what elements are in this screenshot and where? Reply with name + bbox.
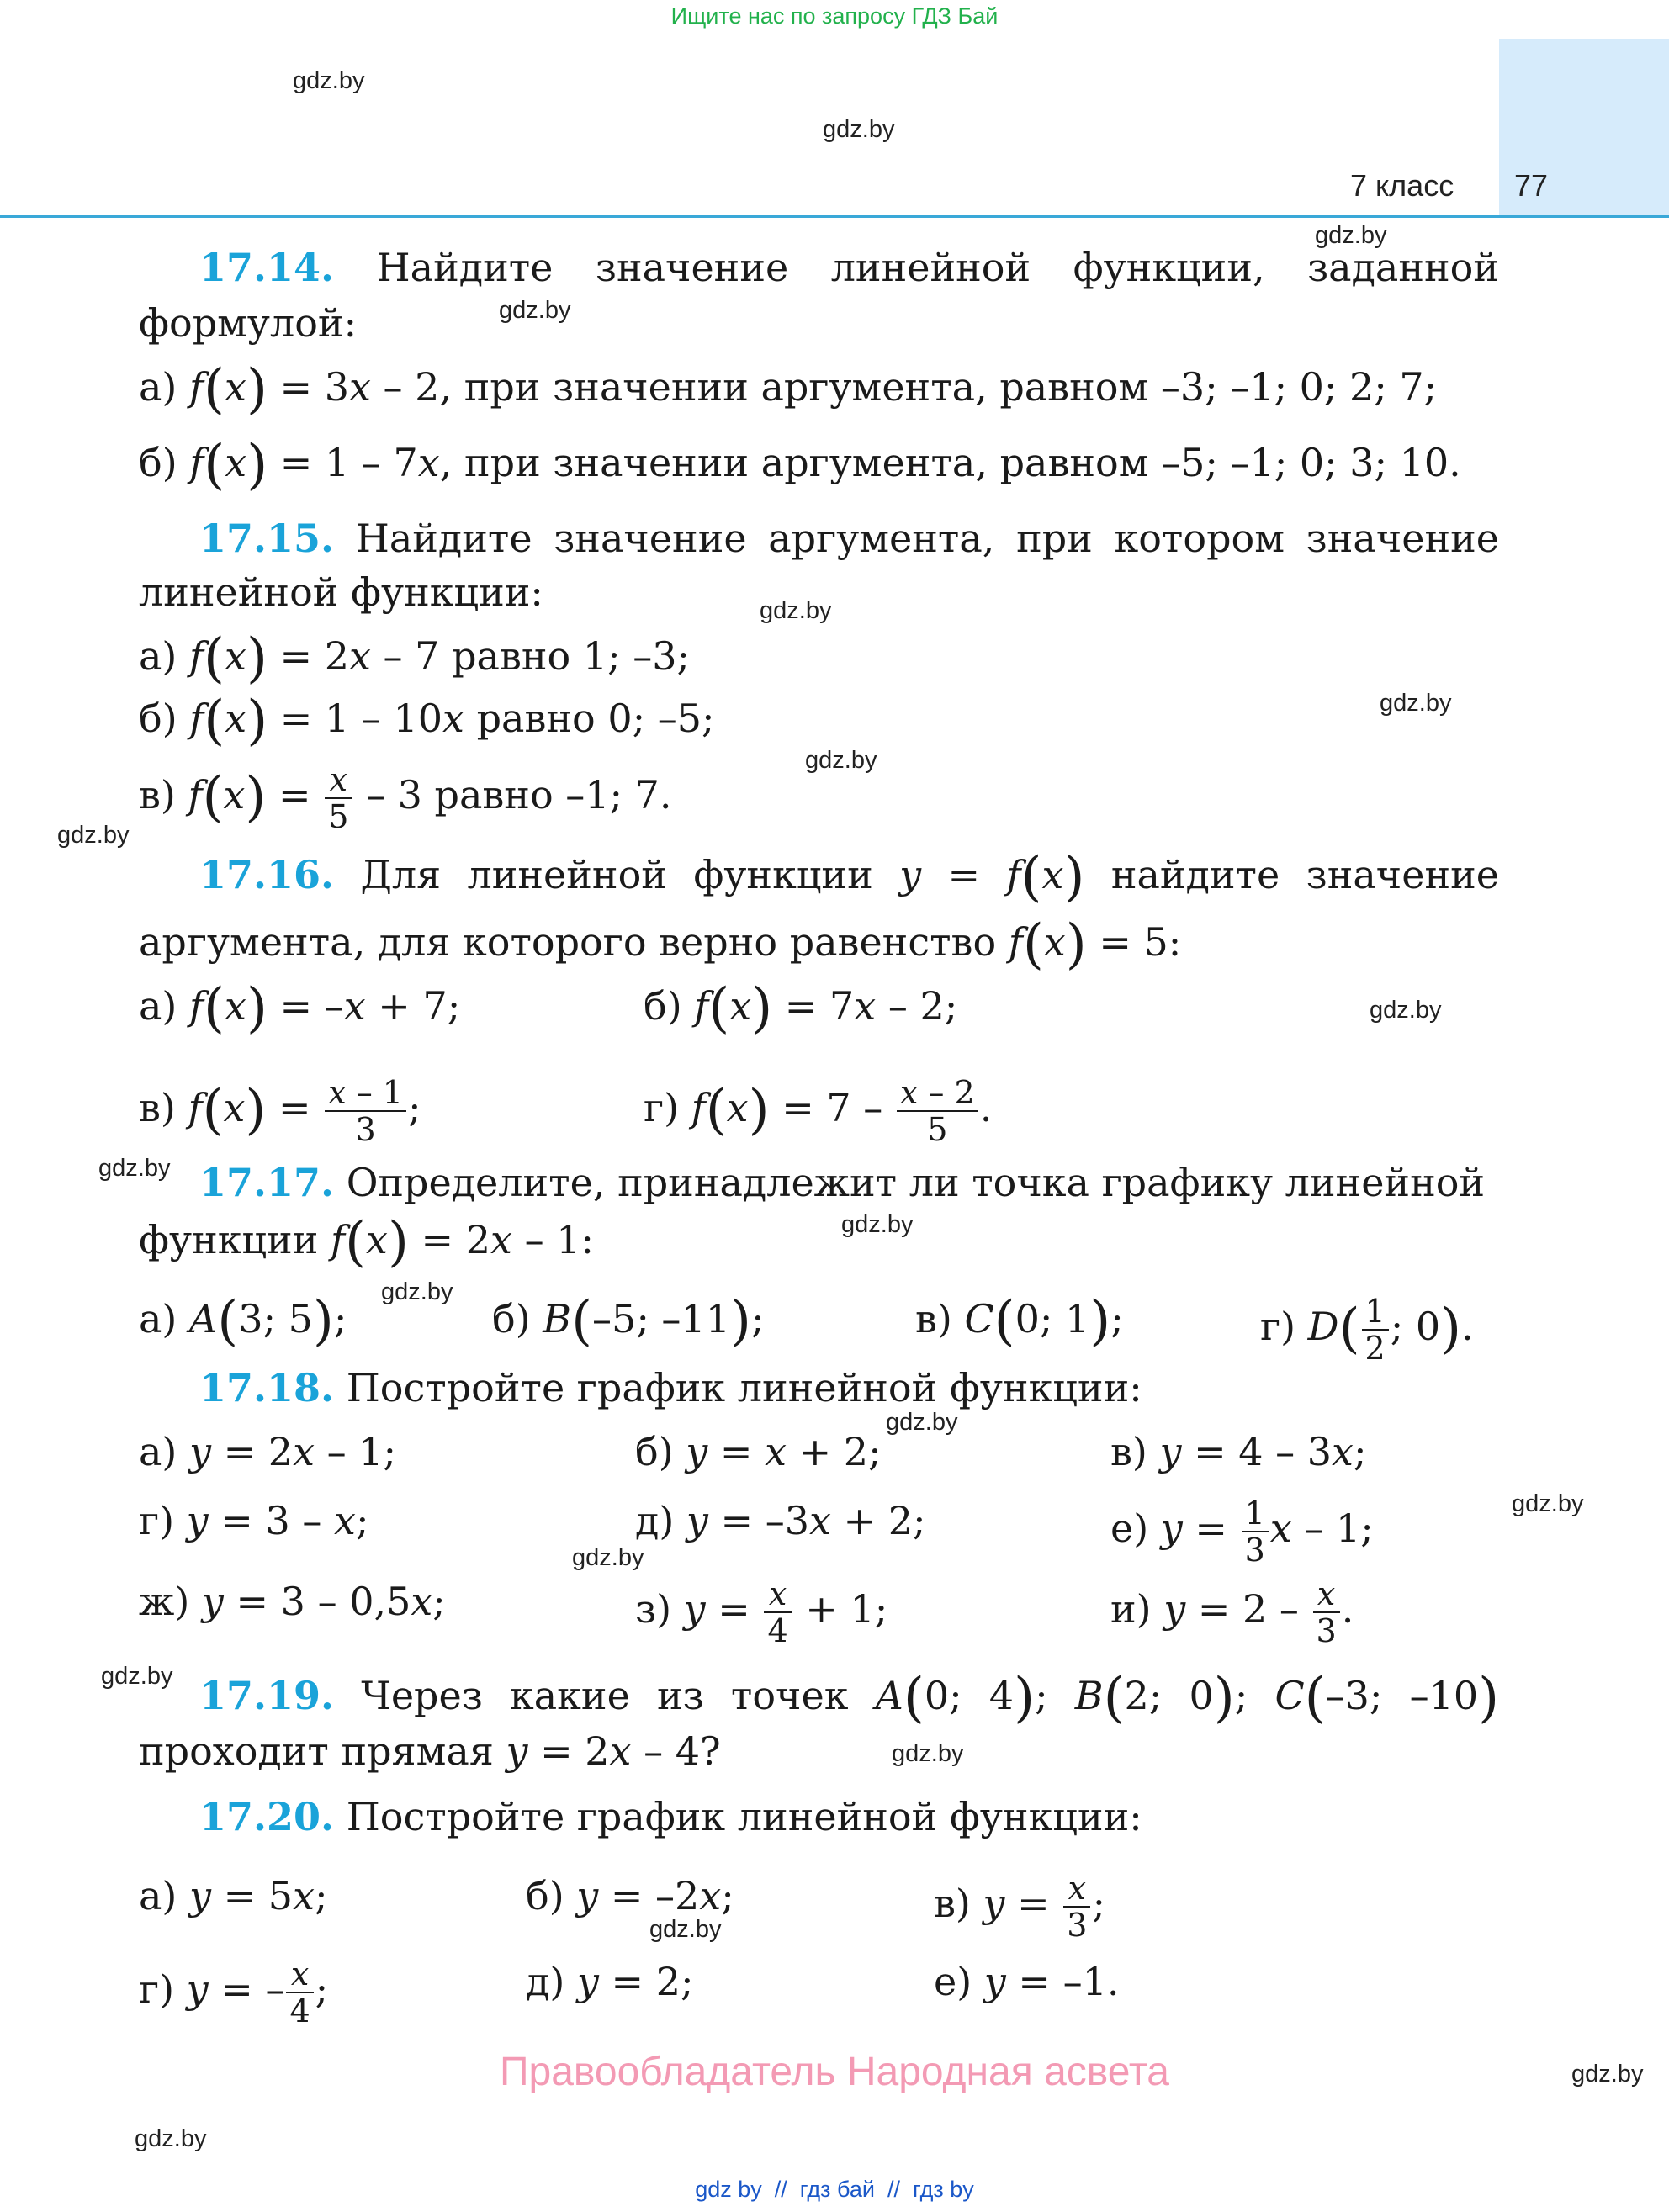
problem-17-20-c: в) y = $\frac{x}{3}$ ;: [934, 1870, 1105, 1944]
watermark: gdz.by: [886, 1409, 958, 1436]
watermark: gdz.by: [381, 1278, 453, 1305]
problem-17-15-line1: 17.15. Найдите значение аргумента, при котором значение: [199, 516, 1499, 561]
problem-17-18-b: б) y = x + 2;: [635, 1429, 882, 1474]
problem-17-18-i: и) y = 2 – $\frac{x}{3}$ .: [1110, 1575, 1354, 1649]
problem-17-18-c: в) y = 4 – 3x;: [1110, 1429, 1367, 1474]
problem-17-15-line2: линейной функции:: [139, 569, 543, 615]
problem-17-18-d: г) y = 3 – x;: [139, 1498, 369, 1543]
fraction: $\frac{x}{4}$: [764, 1578, 791, 1647]
fraction: $\frac{x}{4}$: [286, 1958, 313, 2027]
header-rule: [0, 215, 1669, 218]
problem-17-20-f: е) y = –1.: [934, 1959, 1120, 2004]
watermark: gdz.by: [101, 1663, 173, 1690]
problem-17-18-f: е) y = $\frac{1}{3}$ x – 1;: [1110, 1495, 1374, 1569]
problem-17-20-line1: 17.20. Постройте график линейной функции:: [199, 1794, 1142, 1839]
watermark: gdz.by: [572, 1544, 644, 1571]
problem-17-19-line1: 17.19. Через какие из точек A(0; 4); B(2; 0); C(–3; –10): [199, 1667, 1500, 1729]
problem-number: 17.16.: [199, 852, 335, 897]
problem-number: 17.20.: [199, 1794, 335, 1839]
problem-17-18-line1: 17.18. Постройте график линейной функции:: [199, 1365, 1142, 1410]
problem-17-16-a: а) f(x) = –x + 7;: [139, 977, 461, 1040]
problem-17-18-e: д) y = –3x + 2;: [635, 1498, 926, 1543]
problem-17-15-b: б) f(x) = 1 – 10x равно 0; –5;: [139, 690, 715, 752]
problem-17-18-g: ж) y = 3 – 0,5x;: [139, 1579, 446, 1624]
watermark: gdz.by: [823, 116, 895, 143]
problem-17-15-c: в) f(x) = $\frac{x}{5}$ – 3 равно –1; 7.: [139, 761, 672, 835]
problem-number: 17.17.: [199, 1160, 335, 1205]
watermark: gdz.by: [57, 822, 130, 849]
watermark: gdz.by: [892, 1740, 964, 1767]
fraction: $\frac{x}{3}$: [1063, 1872, 1090, 1941]
problem-17-17-line1: 17.17. Определите, принадлежит ли точка графику линейной: [199, 1160, 1486, 1205]
problem-17-19-line2: проходит прямая y = 2x – 4?: [139, 1728, 721, 1774]
problem-17-16-c: в) f(x) = $\frac{x - 1}{3}$ ;: [139, 1074, 421, 1148]
watermark: gdz.by: [98, 1155, 171, 1182]
watermark: gdz.by: [1512, 1490, 1584, 1517]
problem-17-20-d: г) y = – $\frac{x}{4}$ ;: [139, 1955, 329, 2029]
copyright-owner: Правообладатель Народная асвета: [500, 2050, 1169, 2094]
problem-17-17-c: в) C(0; 1);: [915, 1290, 1124, 1352]
problem-number: 17.15.: [199, 516, 335, 561]
watermark: gdz.by: [805, 747, 877, 774]
problem-17-16-line2: аргумента, для которого верно равенство f(x) = 5:: [139, 913, 1182, 976]
watermark: gdz.by: [1571, 2061, 1644, 2088]
problem-17-14-line1: 17.14. Найдите значение линейной функции, заданной: [199, 245, 1500, 290]
watermark: gdz.by: [1380, 690, 1452, 717]
problem-number: 17.19.: [199, 1673, 335, 1718]
page-number: 77: [1514, 168, 1549, 203]
problem-number: 17.14.: [199, 245, 335, 290]
watermark: gdz.by: [760, 597, 832, 624]
problem-17-14-line2: формулой:: [139, 300, 358, 346]
fraction: $\frac{1}{2}$: [1362, 1295, 1389, 1364]
grade-label: 7 класс: [1350, 168, 1454, 203]
fraction: $\frac{x - 1}{3}$: [325, 1077, 406, 1146]
problem-17-17-b: б) B(–5; –11);: [492, 1290, 765, 1352]
problem-17-20-a: а) y = 5x;: [139, 1873, 328, 1918]
fraction: $\frac{1}{3}$: [1242, 1497, 1269, 1566]
problem-17-17-a: а) A(3; 5);: [139, 1290, 347, 1352]
fraction: $\frac{x - 2}{5}$: [897, 1077, 978, 1146]
watermark: gdz.by: [135, 2125, 207, 2152]
problem-17-17-line2: функции f(x) = 2x – 1:: [139, 1211, 594, 1273]
problem-17-20-b: б) y = –2x;: [526, 1873, 734, 1918]
fraction: $\frac{x}{5}$: [325, 764, 352, 833]
watermark: gdz.by: [1370, 997, 1442, 1024]
fraction: $\frac{x}{3}$: [1313, 1578, 1340, 1647]
watermark: gdz.by: [649, 1916, 722, 1943]
problem-17-15-a: а) f(x) = 2x – 7 равно 1; –3;: [139, 627, 690, 690]
watermark: gdz.by: [293, 67, 365, 94]
problem-17-16-line1: 17.16. Для линейной функции y = f(x) найдите значение: [199, 846, 1499, 908]
problem-17-14-a: а) f(x) = 3x – 2, при значении аргумента, равном –3; –1; 0; 2; 7;: [139, 358, 1438, 421]
top-banner[interactable]: Ищите нас по запросу ГДЗ Бай: [670, 3, 999, 29]
watermark: gdz.by: [499, 297, 571, 324]
footer-links[interactable]: gdz by // гдз бай // гдз by: [695, 2177, 974, 2202]
problem-17-18-a: а) y = 2x – 1;: [139, 1429, 397, 1474]
problem-17-20-e: д) y = 2;: [526, 1959, 694, 2004]
watermark: gdz.by: [841, 1211, 914, 1238]
problem-17-17-d: г) D( $\frac{1}{2}$ ; 0).: [1260, 1293, 1474, 1367]
problem-17-18-h: з) y = $\frac{x}{4}$ + 1;: [635, 1575, 888, 1649]
problem-17-16-b: б) f(x) = 7x – 2;: [644, 977, 958, 1040]
watermark: gdz.by: [1315, 222, 1387, 249]
problem-number: 17.18.: [199, 1365, 335, 1410]
problem-17-14-b: б) f(x) = 1 – 7x, при значении аргумента, равном –5; –1; 0; 3; 10.: [139, 434, 1461, 496]
problem-17-16-d: г) f(x) = 7 – $\frac{x - 2}{5}$ .: [644, 1074, 993, 1148]
